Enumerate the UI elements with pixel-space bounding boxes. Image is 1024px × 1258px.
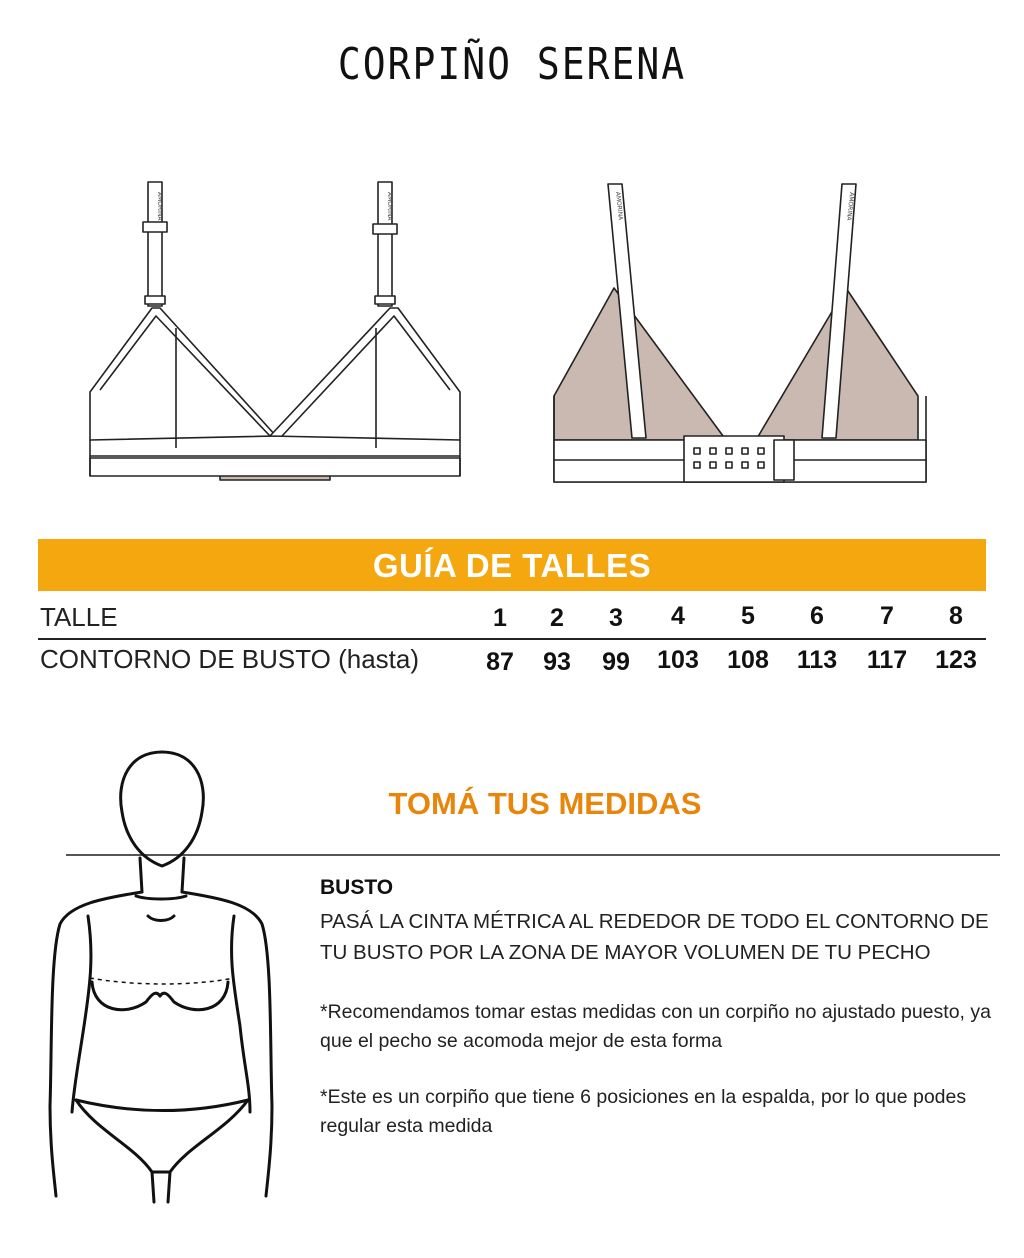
bust-cell: 103 — [657, 646, 699, 674]
size-row-label: TALLE — [40, 602, 118, 632]
bust-cell: 108 — [727, 646, 769, 674]
bust-cell: 99 — [602, 648, 630, 676]
strap-label-right: AMORINA — [386, 192, 393, 221]
strap-label-back-left: AMORINA — [614, 191, 624, 221]
strap-label-back-right: AMORINA — [845, 191, 855, 221]
strap-label-left: AMORINA — [156, 192, 163, 221]
adjustment-note: *Este es un corpiño que tiene 6 posiciones en la espalda, por lo que podes regular esta medida — [320, 1086, 967, 1137]
bust-cell: 117 — [866, 646, 908, 674]
table-divider — [38, 638, 986, 640]
size-cell: 5 — [741, 602, 755, 630]
size-cell: 4 — [671, 602, 685, 630]
size-cell: 8 — [949, 602, 963, 630]
recommendation-note: *Recomendamos tomar estas medidas con un corpiño no ajustado puesto, ya que el pecho se acomoda mejor de esta forma — [320, 1001, 991, 1052]
size-guide-banner: GUÍA DE TALLES — [38, 539, 986, 591]
bra-front-illustration — [80, 178, 470, 490]
page-title: CORPIÑO SERENA — [337, 38, 687, 90]
bust-cell: 93 — [543, 648, 571, 676]
bust-cell: 123 — [935, 646, 977, 674]
size-cell: 7 — [880, 602, 894, 630]
size-cell: 3 — [609, 604, 623, 632]
size-cell: 6 — [810, 602, 824, 630]
bust-cell: 87 — [486, 648, 514, 676]
body-figure-illustration — [44, 746, 294, 1206]
bust-row-label: CONTORNO DE BUSTO (hasta) — [40, 644, 419, 674]
bra-back-illustration — [546, 178, 936, 490]
bust-cell: 113 — [796, 646, 838, 674]
busto-heading: BUSTO — [320, 876, 394, 899]
busto-description: PASÁ LA CINTA MÉTRICA AL REDEDOR DE TODO EL CONTORNO DE TU BUSTO POR LA ZONA DE MAYOR VOLUMEN DE TU PECHO — [320, 910, 989, 964]
size-cell: 1 — [493, 604, 507, 632]
measure-section-title: TOMÁ TUS MEDIDAS — [388, 786, 702, 821]
size-cell: 2 — [550, 604, 564, 632]
